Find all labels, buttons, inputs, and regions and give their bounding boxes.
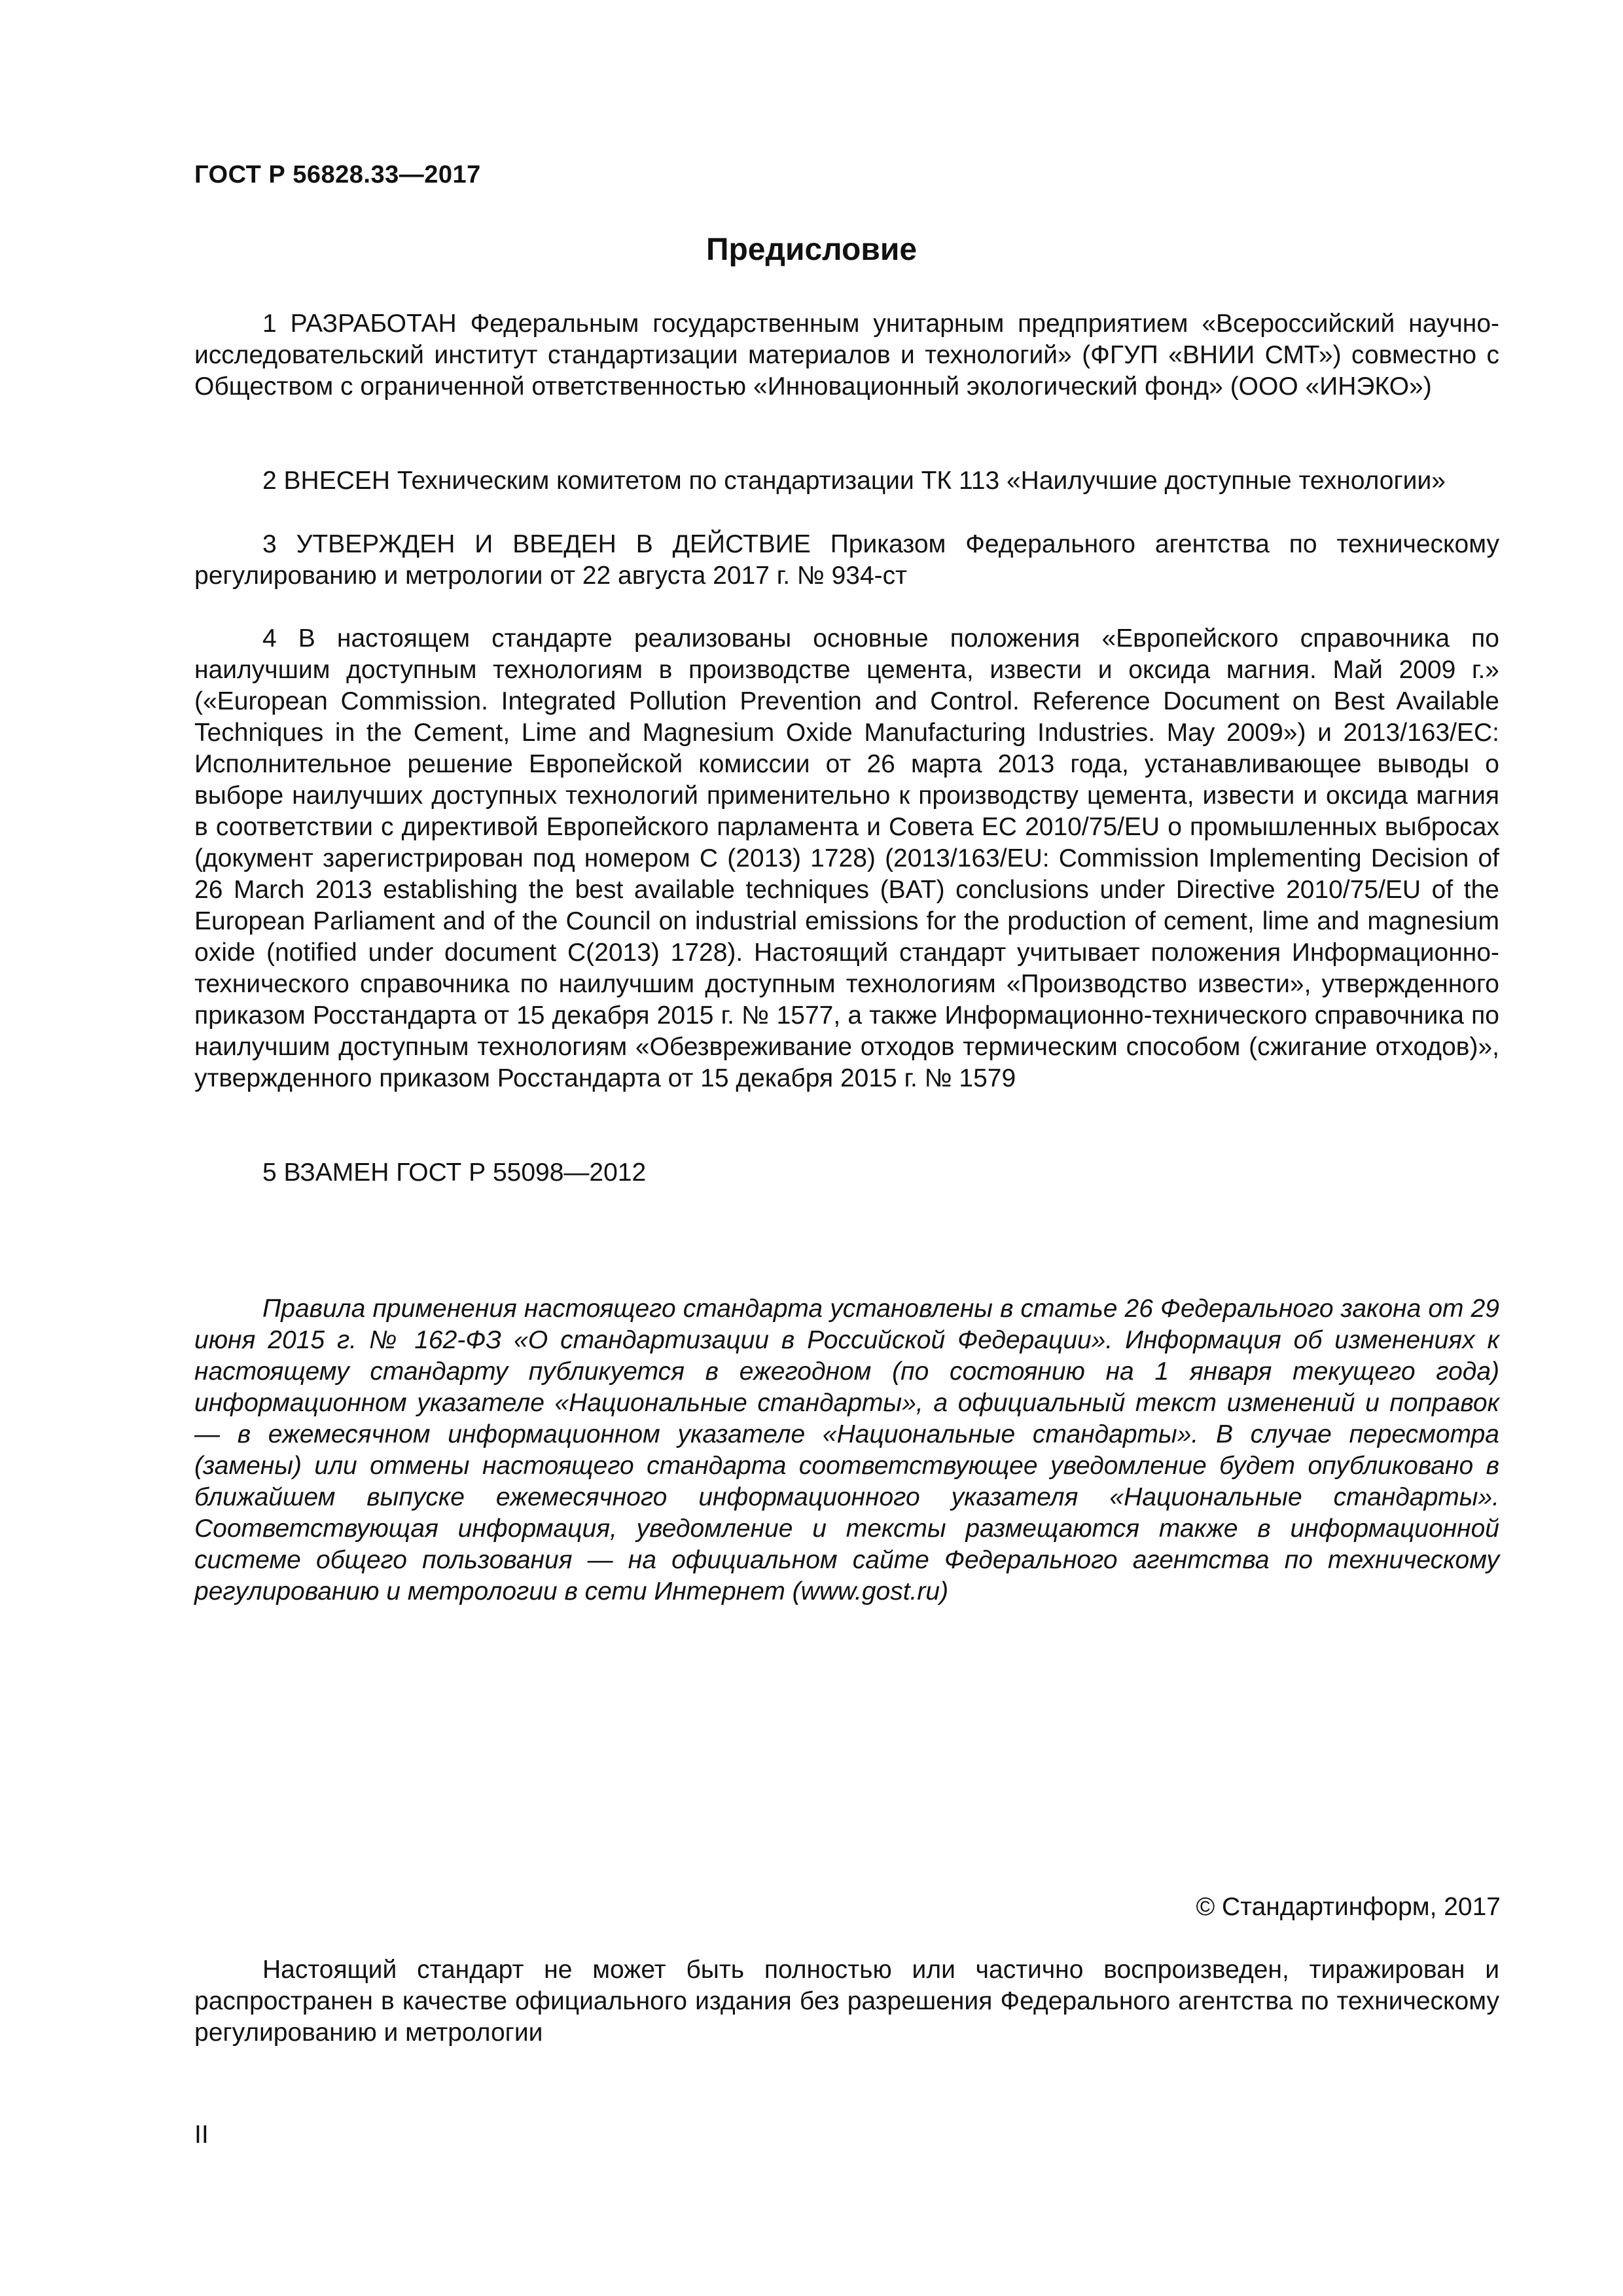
application-rules-notice: Правила применения настоящего стандарта установлены в статье 26 Федерального закона от 29 июня 2015 г. № 162-ФЗ «О стандартизации в Российской Федерации». Информация об изменениях к настоящему стандарту публикуется в ежегодном (по состоянию на 1 января текущего года) информационном указателе «Национальные стандарты», а официальный текст изменений и поправок — в ежемесячном информационном указателе «Национальные стандарты». В случае пересмотра (замены) или отмены настоящего стандарта соответствующее уведомление будет опубликовано в ближайшем выпуске ежемесячного информационного указателя «Национальные стандарты». Соответствующая информация, уведомление и тексты размещаются также в информационной системе общего пользования — на официальном сайте Федерального агентства по техническому регулированию и метрологии в сети Интернет (www.gost.ru) [194, 1295, 1499, 1605]
paragraph-replaces: 5 ВЗАМЕН ГОСТ Р 55098—2012 [262, 1158, 647, 1187]
page-number: II [194, 2121, 209, 2149]
copyright: © Стандартинформ, 2017 [1196, 1893, 1501, 1921]
paragraph-implemented-provisions: 4 В настоящем стандарте реализованы основные положения «Европейского справочника по наилучшим доступным технологиям в производстве цемента, извести и оксида магния. Май 2009 г.» («European Commission. Integrated Pollution Prevention and Control. Reference Document on Best Available Techniques in the Cement, Lime and Magnesium Oxide Manufacturing Industries. May 2009») и 2013/163/ЕС: Исполнительное решение Европейской комиссии от 26 марта 2013 года, устанавливающее выводы о выборе наилучших доступных технологий применительно к производству цемента, извести и оксида магния в соответствии с директивой Европейского парламента и Совета ЕС 2010/75/EU о промышленных выбросах (документ зарегистрирован под номером С (2013) 1728) (2013/163/EU: Commission Implementing Decision of 26 March 2013 establishing the best available techniques (BAT) conclusions under Directive 2010/75/EU of the European Parliament and of the Council on industrial emissions for the production of cement, lime and magnesium oxide (notified under document C(2013) 1728). Настоящий стандарт учитывает положения Информационно-технического справочника по наилучшим доступным технологиям «Производство извести», утвержденного приказом Росстандарта от 15 декабря 2015 г. № 1577, а также Информационно-технического справочника по наилучшим доступным технологиям «Обезвреживание отходов термическим способом (сжигание отходов)», утвержденного приказом Росстандарта от 15 декабря 2015 г. № 1579 [194, 624, 1499, 1092]
reproduction-notice: Настоящий стандарт не может быть полностью или частично воспроизведен, тиражирован и распространен в качестве официального издания без разрешения Федерального агентства по техническому регулированию и метрологии [194, 1956, 1499, 2047]
paragraph-developed-by: 1 РАЗРАБОТАН Федеральным государственным унитарным предприятием «Всероссийский научно-исследовательский институт стандартизации материалов и технологий» (ФГУП «ВНИИ СМТ») совместно с Обществом с ограниченной ответственностью «Инновационный экологический фонд» (ООО «ИНЭКО») [194, 310, 1499, 401]
page-title: Предисловие [705, 232, 918, 267]
standard-designation: ГОСТ Р 56828.33—2017 [194, 161, 481, 188]
paragraph-introduced-by: 2 ВНЕСЕН Техническим комитетом по стандартизации ТК 113 «Наилучшие доступные технологии» [262, 467, 1446, 495]
paragraph-approved: 3 УТВЕРЖДЕН И ВВЕДЕН В ДЕЙСТВИЕ Приказом Федерального агентства по техническому регулированию и метрологии от 22 августа 2017 г. № 934-ст [194, 530, 1499, 590]
